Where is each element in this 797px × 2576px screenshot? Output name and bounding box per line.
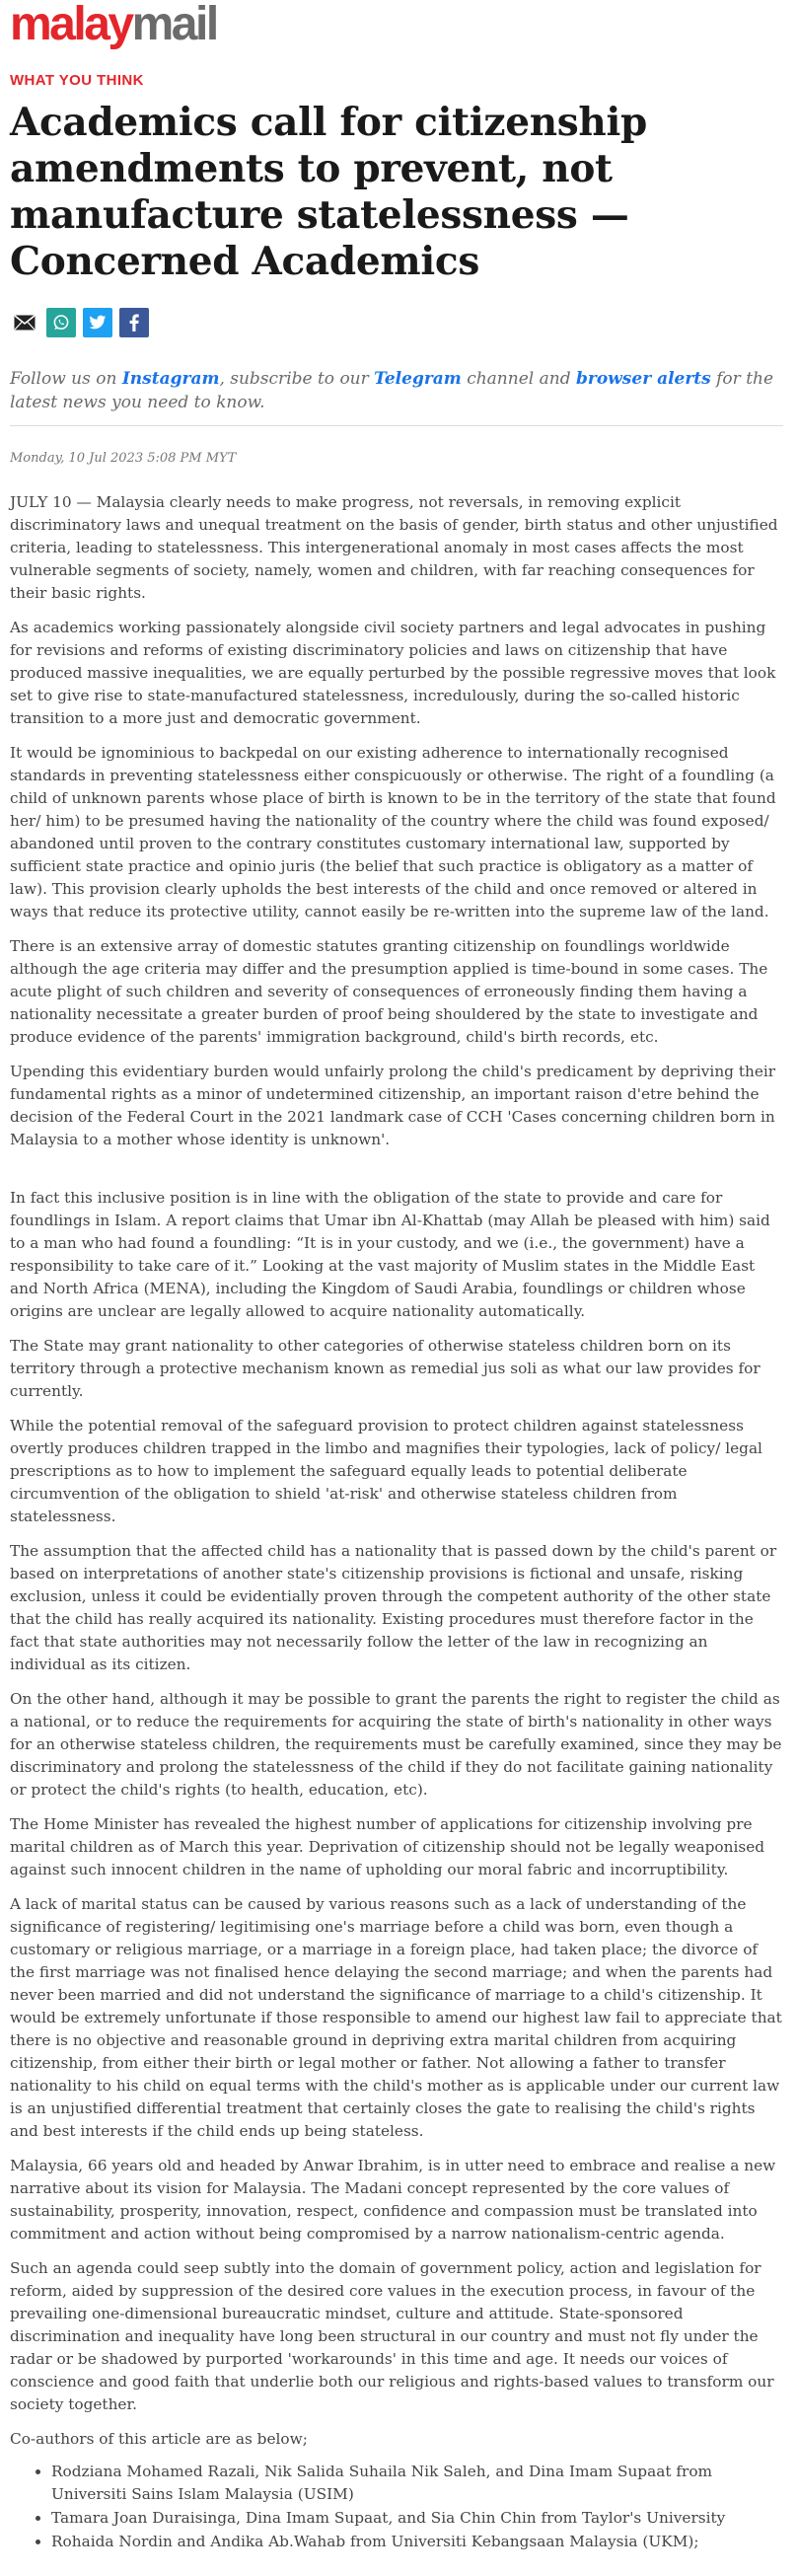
twitter-icon — [89, 315, 107, 331]
telegram-link[interactable]: Telegram — [374, 369, 462, 389]
logo-malay: malay — [10, 0, 132, 50]
article-paragraph: The assumption that the affected child has a nationality that is passed down by the child's parent or based on interpretations of another state's citizenship provisions is fictional and unsafe, risking exclusion, unless it could be evidentially proven through the competent authority of the other state that the child has really acquired its nationality. Existing procedures must therefore factor in the fact that state authorities may not necessarily follow the letter of the law in recognizing an individual as its citizen. — [10, 1542, 777, 1673]
article-paragraph: The State may grant nationality to other categories of otherwise stateless children born on its territory through a protective mechanism known as remedial jus soli as what our law provides for currently. — [10, 1337, 761, 1400]
follow-text-3: channel and — [461, 369, 576, 389]
coauthors-list — [51, 2461, 783, 2553]
article-paragraph: On the other hand, although it may be possible to grant the parents the right to register the child as a national, or to reduce the requirements for acquiring the state of birth's nationality in other ways for an otherwise stateless children, the requirements must be carefully examined, since they may be discriminatory and prolong the statelessness of the child if they do not facilitate gaining nationality or protect the child's rights (to health, education, etc). — [10, 1690, 782, 1799]
publish-date: Monday, 10 Jul 2023 5:08 PM MYT — [10, 451, 237, 466]
share-bar — [10, 308, 783, 337]
article-headline: Academics call for citizenship amendments to prevent, not manufacture statelessness — Concerned Academics — [10, 100, 647, 284]
whatsapp-share-button[interactable] — [46, 308, 76, 337]
article-paragraph: A lack of marital status can be caused by various reasons such as a lack of understanding of the significance of registering/ legitimising one's marriage before a child was born, even though a customary or religious marriage, or a marriage in a foreign place, had taken place; the divorce of the first marriage was not finalised hence delaying the second marriage; and when the parents had never been married and did not understand the significance of marriage to a child's citizenship. It would be extremely unfortunate if those responsible to amend our highest law fail to appreciate that there is no objective and reasonable ground in depriving extra marital children from acquiring citizenship, from either their birth or legal mother or father. Not allowing a father to transfer nationality to his child on equal terms with the child's mother as is applicable under our current law is an unjustified differential treatment that certainly closes the gate to realising the child's rights and best interests if the child ends up being stateless. — [10, 1895, 782, 2140]
article-paragraph: In fact this inclusive position is in line with the obligation of the state to provide and care for foundlings in Islam. A report claims that Umar ibn Al-Khattab (may Allah be pleased with him) said to a man who had found a foundling: “It is in your custody, and we (i.e., the government) have a responsibility to take care of it.” Looking at the vast majority of Muslim states in the Middle East and North Africa (MENA), including the Kingdom of Saudi Arabia, foundlings or children whose origins are unclear are legally allowed to acquire nationality automatically. — [10, 1189, 770, 1320]
list-item: • Rohaida Nordin and Andika Ab.Wahab from Universiti Kebangsaan Malaysia (UKM); — [51, 2531, 783, 2553]
facebook-icon — [129, 314, 139, 331]
coauthors-intro: Co-authors of this article are as below; — [10, 2430, 308, 2448]
article-paragraph: It would be ignominious to backpedal on our existing adherence to internationally recognised standards in preventing statelessness either conspicuously or otherwise. The right of a foundling (a child of unknown parents whose place of birth is known to be in the territory of the state that found her/ him) to be presumed having the nationality of the country where the child was found exposed/ abandoned until proven to the contrary constitutes customary international law, supported by sufficient state practice and opinio juris (the belief that such practice is obligatory as a matter of law). This provision clearly upholds the best interests of the child and once removed or altered in ways that reduce its protective utility, cannot easily be re-written into the supreme law of the land. — [10, 744, 776, 920]
follow-prompt — [10, 367, 783, 414]
article-paragraph: The Home Minister has revealed the highest number of applications for citizenship involving pre marital children as of March this year. Deprivation of citizenship should not be legally weaponised against such innocent children in the name of upholding our moral fabric and incorruptibility. — [10, 1815, 765, 1878]
site-logo[interactable] — [10, 0, 783, 49]
article-paragraph: There is an extensive array of domestic statutes granting citizenship on foundlings worldwide although the age criteria may differ and the presumption applied is time-bound in some cases. The acute plight of such children and severity of consequences of erroneously finding them having a nationality necessitate a greater burden of proof being shouldered by the state to investigate and produce evidence of the parents' immigration background, child's birth records, etc. — [10, 937, 768, 1046]
facebook-share-button[interactable] — [119, 308, 149, 337]
article-paragraph: Such an agenda could seep subtly into the domain of government policy, action and legislation for reform, aided by suppression of the desired core values in the execution process, in favour of the prevailing one-dimensional bureaucratic mindset, culture and attitude. State-sponsored discrimination and inequality have long been structural in our country and must not fly under the radar or be shadowed by purported 'workarounds' in this time and age. It needs our voices of conscience and good faith that underlie both our religious and rights-based values to transform our society together. — [10, 2259, 774, 2413]
follow-text-2: , subscribe to our — [219, 369, 375, 389]
browser-alerts-link[interactable]: browser alerts — [575, 369, 711, 389]
article-paragraph: As academics working passionately alongside civil society partners and legal advocates in pushing for revisions and reforms of existing discriminatory policies and laws on citizenship that have produced massive inequalities, we are equally perturbed by the possible regressive moves that look set to give rise to state-manufactured statelessness, incredulously, during the so-called historic transition to a more just and democratic government. — [10, 619, 776, 727]
article-paragraph: JULY 10 — Malaysia clearly needs to make progress, not reversals, in removing explicit discriminatory laws and unequal treatment on the basis of gender, birth status and other unjustified criteria, leading to statelessness. This intergenerational anomaly in most cases affects the most vulnerable segments of society, namely, women and children, with far reaching consequences for their basic rights. — [10, 493, 778, 602]
article-body — [10, 491, 783, 2553]
email-share-button[interactable] — [10, 308, 39, 337]
twitter-share-button[interactable] — [83, 308, 112, 337]
list-item: • Tamara Joan Duraisinga, Dina Imam Supaat, and Sia Chin Chin from Taylor's University — [51, 2507, 783, 2530]
section-label[interactable]: WHAT YOU THINK — [10, 72, 144, 89]
article-paragraph: Malaysia, 66 years old and headed by Anwar Ibrahim, is in utter need to embrace and realise a new narrative about its vision for Malaysia. The Madani concept represented by the core values of sustainability, prosperity, innovation, respect, confidence and compassion must be translated into commitment and action without being compromised by a narrow nationalism-centric agenda. — [10, 2157, 776, 2243]
article-paragraph: While the potential removal of the safeguard provision to protect children against statelessness overtly produces children trapped in the limbo and magnifies their typologies, lack of policy/ legal prescriptions as to how to implement the safeguard equally leads to potential deliberate circumvention of the obligation to shield 'at-risk' and otherwise stateless children from statelessness. — [10, 1417, 762, 1525]
article-paragraph: Upending this evidentiary burden would unfairly prolong the child's predicament by depriving their fundamental rights as a minor of undetermined citizenship, an important raison d'etre behind the decision of the Federal Court in the 2021 landmark case of CCH 'Cases concerning children born in Malaysia to a mother whose identity is unknown'. — [10, 1063, 776, 1148]
follow-text-1: Follow us on — [10, 369, 122, 389]
whatsapp-icon — [52, 314, 70, 331]
email-icon — [14, 315, 36, 331]
list-item: • Rodziana Mohamed Razali, Nik Salida Suhaila Nik Saleh, and Dina Imam Supaat from Universiti Sains Islam Malaysia (USIM) — [51, 2461, 783, 2506]
instagram-link[interactable]: Instagram — [121, 369, 220, 389]
divider — [10, 425, 783, 426]
logo-mail: mail — [131, 0, 217, 50]
follow-text-4: for the latest news you need to know. — [10, 369, 774, 412]
